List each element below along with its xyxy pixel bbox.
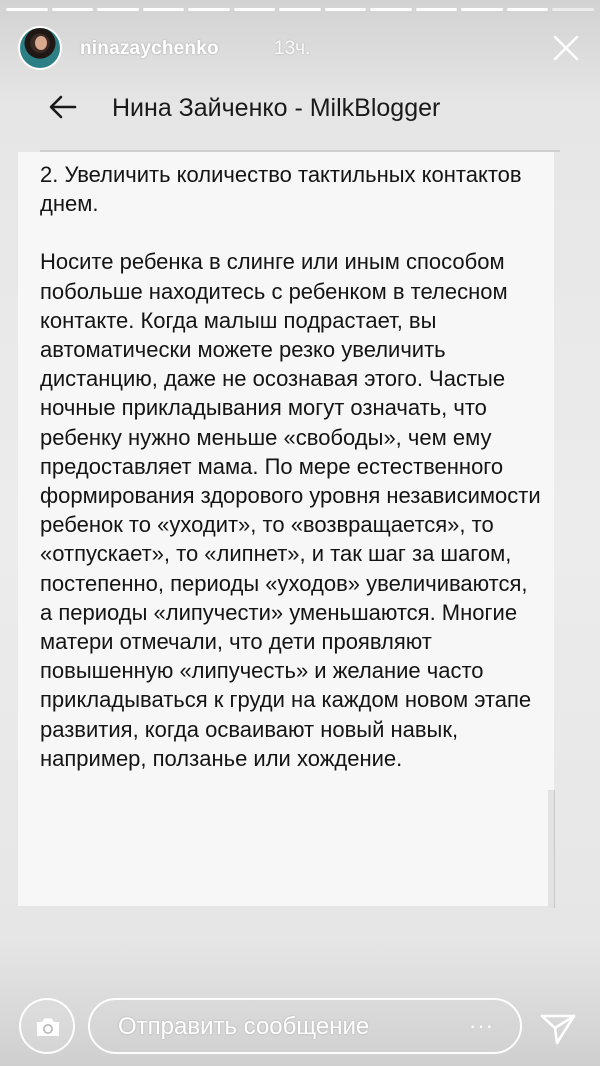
- message-placeholder: Отправить сообщение: [118, 1013, 370, 1040]
- article-body: Носите ребенка в слинге или иным способом побольше находитесь с ребенком в телесном контакте. Когда малыш подрастает, вы автоматически можете резко увеличить дистанцию, даже не осознавая этого. Частые ночные прикладывания могут означать, что ребенку нужно меньше «свободы», чем ему предоставляет мама. По мере естественного формирования здорового уровня независимости ребенок то «уходит», то «возвращается», то «отпускает», то «липнет», и так шаг за шагом, постепенно, периоды «уходов» увеличиваются, а периоды «липучести» уменьшаются. Многие матери отмечали, что дети проявляют повышенную «липучесть» и желание часто прикладываться к груди на каждом новом этапе развития, когда осваивают новый навык, например, ползанье или хождение.: [40, 249, 541, 771]
- progress-segment: [6, 8, 48, 11]
- progress-segment: [507, 8, 549, 11]
- story-header: [18, 24, 582, 74]
- article-heading: 2. Увеличить количество тактильных контактов днем.: [40, 162, 522, 217]
- message-input[interactable]: [88, 998, 522, 1054]
- progress-segment: [279, 8, 321, 11]
- story-username[interactable]: ninazaychenko: [80, 38, 219, 59]
- inner-page-title: Нина Зайченко - MilkBlogger: [112, 94, 441, 122]
- scrollbar-edge: [548, 790, 555, 908]
- camera-button[interactable]: [19, 998, 75, 1054]
- progress-segment: [52, 8, 94, 11]
- progress-segment: [370, 8, 412, 11]
- progress-segment: [552, 8, 594, 11]
- avatar-face: [35, 36, 47, 50]
- progress-segment: [234, 8, 276, 11]
- story-progress-bar: [6, 8, 594, 11]
- progress-segment: [188, 8, 230, 11]
- arrow-left-icon[interactable]: [48, 92, 78, 122]
- inner-screenshot-nav: [40, 84, 560, 134]
- article-card: [18, 152, 554, 906]
- send-icon: [538, 1008, 578, 1048]
- close-icon[interactable]: [552, 34, 580, 62]
- progress-segment: [97, 8, 139, 11]
- progress-segment: [143, 8, 185, 11]
- progress-segment: [325, 8, 367, 11]
- progress-segment: [461, 8, 503, 11]
- avatar[interactable]: [18, 26, 62, 70]
- progress-segment: [416, 8, 458, 11]
- camera-icon: [35, 1015, 61, 1039]
- story-timestamp: 13ч.: [274, 38, 311, 59]
- send-button[interactable]: [538, 1008, 578, 1048]
- more-options-icon[interactable]: ···: [469, 1013, 494, 1038]
